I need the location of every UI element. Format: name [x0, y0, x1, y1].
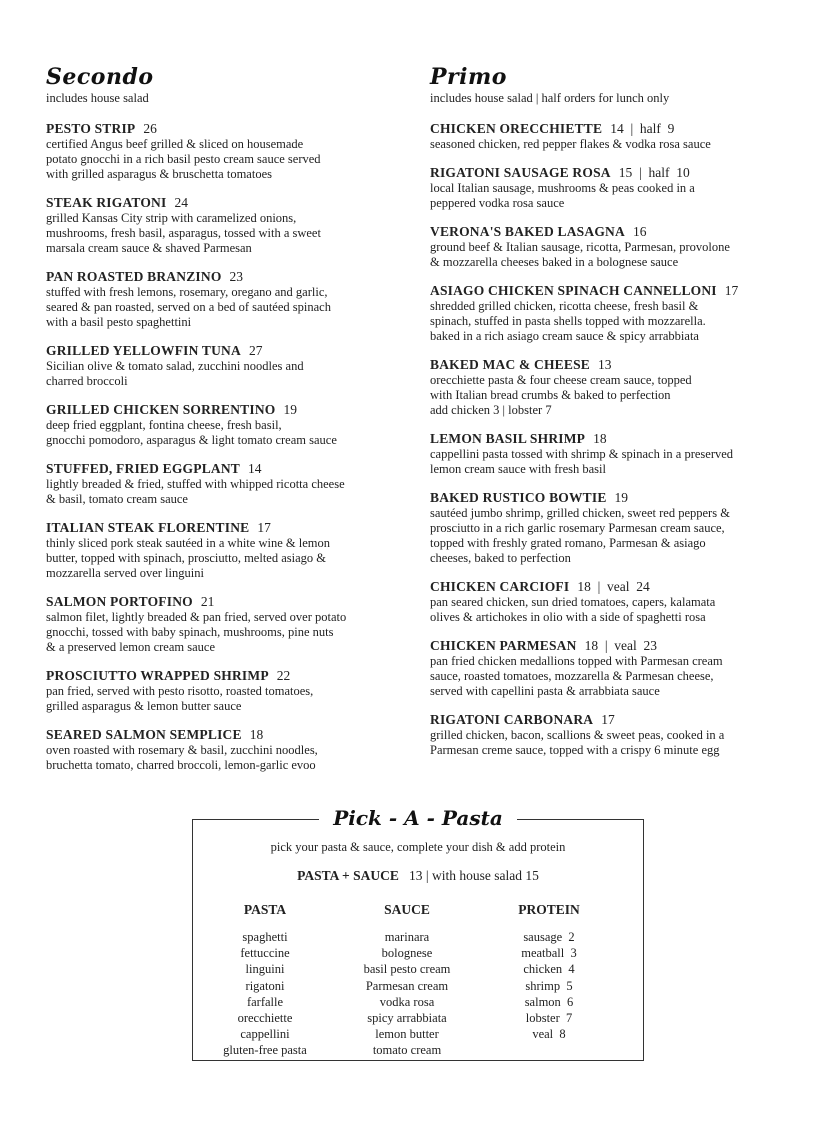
menu-item-price: 17 — [601, 712, 615, 727]
menu-item-price: 26 — [143, 121, 157, 136]
pick-a-pasta-subtitle: pick your pasta & sauce, complete your dish & add protein — [270, 840, 566, 854]
menu-item-price: 18 | veal 23 — [584, 638, 658, 653]
menu-item-header — [430, 224, 805, 240]
sauce-column — [337, 902, 477, 1059]
secondo-title: Secondo — [46, 64, 154, 90]
menu-item — [430, 224, 805, 270]
menu-item — [430, 712, 805, 758]
menu-item-header — [430, 357, 805, 373]
menu-item-header — [46, 520, 406, 536]
menu-item-description: local Italian sausage, mushrooms & peas cooked in a peppered vodka rosa sauce — [430, 181, 695, 210]
menu-item-header — [46, 668, 406, 684]
menu-item-description: shredded grilled chicken, ricotta cheese, fresh basil & spinach, stuffed in pasta shells topped with mozzarella. baked in a rich asiago cream sauce & spicy arrabbiata — [430, 299, 706, 343]
menu-item — [430, 638, 805, 699]
menu-item-description: orecchiette pasta & four cheese cream sauce, topped with Italian bread crumbs & baked to perfection add chicken 3 | lobster 7 — [430, 373, 692, 417]
secondo-items — [46, 121, 406, 773]
menu-item-price: 14 | half 9 — [610, 121, 675, 136]
pick-option: gluten-free pasta — [223, 1043, 307, 1058]
menu-item-header — [430, 165, 805, 181]
menu-item-price: 16 — [632, 224, 647, 239]
primo-items — [430, 121, 805, 758]
menu-item-description: oven roasted with rosemary & basil, zucchini noodles, bruchetta tomato, charred broccoli, lemon-garlic evoo — [46, 743, 318, 772]
pasta-sauce-price — [193, 868, 643, 884]
menu-item-description: thinly sliced pork steak sautéed in a white wine & lemon butter, topped with spinach, prosciutto, melted asiago & mozzarella served over linguini — [46, 536, 330, 580]
pick-option: spaghetti — [242, 930, 288, 944]
menu-item-header — [430, 431, 805, 447]
menu-item-description: ground beef & Italian sausage, ricotta, Parmesan, provolone & mozzarella cheeses baked in a bolognese sauce — [430, 240, 730, 269]
menu-item — [430, 165, 805, 211]
menu-item-name: ASIAGO CHICKEN SPINACH CANNELLONI — [430, 283, 717, 298]
menu-item-description: salmon filet, lightly breaded & pan fried, served over potato gnocchi, tossed with baby spinach, mushrooms, pine nuts & a preserved lemon cream sauce — [46, 610, 347, 654]
menu-item — [46, 520, 406, 581]
menu-item-name: STUFFED, FRIED EGGPLANT — [46, 461, 240, 476]
menu-item-description: pan fried, served with pesto risotto, roasted tomatoes, grilled asparagus & lemon butter sauce — [46, 684, 314, 713]
pasta-sauce-price-text: 13 | with house salad 15 — [409, 868, 539, 883]
menu-item — [46, 343, 406, 389]
protein-column-head: PROTEIN — [518, 902, 580, 917]
menu-item-name: GRILLED CHICKEN SORRENTINO — [46, 402, 276, 417]
pick-option: sausage 2 — [523, 930, 575, 944]
menu-item-header — [46, 121, 406, 137]
menu-item-header — [430, 121, 805, 137]
pick-option: fettuccine — [240, 946, 290, 961]
pick-option: salmon 6 — [524, 994, 574, 1009]
menu-item-header — [46, 727, 406, 743]
menu-item-price: 18 — [249, 727, 264, 742]
menu-item — [46, 668, 406, 714]
pasta-list — [195, 929, 335, 1059]
menu-item-header — [430, 712, 805, 728]
menu-item-header — [430, 283, 805, 299]
menu-item — [430, 579, 805, 625]
menu-item-header — [430, 579, 805, 595]
menu-item — [46, 402, 406, 448]
menu-item-description: deep fried eggplant, fontina cheese, fresh basil, gnocchi pomodoro, asparagus & light tomato cream sauce — [46, 418, 337, 447]
pick-option: tomato cream — [372, 1043, 442, 1058]
sauce-list — [337, 929, 477, 1059]
pick-option: rigatoni — [245, 978, 285, 993]
menu-item-name: CHICKEN PARMESAN — [430, 638, 577, 653]
menu-item-header — [46, 594, 406, 610]
pick-option: basil pesto cream — [363, 962, 451, 977]
menu-item-name: PAN ROASTED BRANZINO — [46, 269, 222, 284]
protein-list — [479, 929, 619, 1042]
menu-item-description: cappellini pasta tossed with shrimp & spinach in a preserved lemon cream sauce with fresh basil — [430, 447, 734, 476]
pick-option: spicy arrabbiata — [367, 1011, 447, 1026]
menu-item-description: sautéed jumbo shrimp, grilled chicken, sweet red peppers & prosciutto in a rich garlic rosemary Parmesan cream sauce, topped with freshly grated romano, Parmesan & asiago cheeses, baked to perfection — [430, 506, 730, 565]
menu-item — [46, 727, 406, 773]
menu-item-name: ITALIAN STEAK FLORENTINE — [46, 520, 250, 535]
primo-subtitle: includes house salad | half orders for lunch only — [430, 91, 670, 105]
pick-option: farfalle — [246, 994, 284, 1009]
protein-column — [479, 902, 619, 1042]
menu-item-header — [46, 402, 406, 418]
pick-option: meatball 3 — [521, 946, 577, 961]
pick-option: lemon butter — [375, 1027, 439, 1042]
menu-item-price: 24 — [174, 195, 188, 210]
menu-item — [430, 121, 805, 152]
menu-item-description: grilled Kansas City strip with caramelized onions, mushrooms, fresh basil, asparagus, tossed with a sweet marsala cream sauce & shaved Parmesan — [46, 211, 321, 255]
menu-item-name: CHICKEN ORECCHIETTE — [430, 121, 603, 136]
menu-item — [430, 431, 805, 477]
menu-item-header — [46, 195, 406, 211]
menu-item-description: certified Angus beef grilled & sliced on housemade potato gnocchi in a rich basil pesto cream sauce served with grilled asparagus & bruschetta tomatoes — [46, 137, 321, 181]
menu-item — [430, 283, 805, 344]
menu-item-description: stuffed with fresh lemons, rosemary, oregano and garlic, seared & pan roasted, served on a bed of sautéed spinach with a basil pesto spaghettini — [46, 285, 331, 329]
menu-item — [46, 195, 406, 256]
pick-a-pasta-title: Pick - A - Pasta — [319, 806, 517, 830]
menu-item-price: 15 | half 10 — [618, 165, 690, 180]
menu-item-price: 21 — [200, 594, 215, 609]
menu-item-name: PROSCIUTTO WRAPPED SHRIMP — [46, 668, 269, 683]
menu-item-header — [46, 343, 406, 359]
menu-item-description: lightly breaded & fried, stuffed with whipped ricotta cheese & basil, tomato cream sauce — [46, 477, 345, 506]
menu-item-description: pan seared chicken, sun dried tomatoes, capers, kalamata olives & artichokes in olio with a side of spaghetti rosa — [430, 595, 716, 624]
menu-item-description: grilled chicken, bacon, scallions & sweet peas, cooked in a Parmesan creme sauce, topped with a crispy 6 minute egg — [430, 728, 725, 757]
menu-item-name: SEARED SALMON SEMPLICE — [46, 727, 242, 742]
menu-item-header — [430, 638, 805, 654]
pasta-column-head: PASTA — [243, 902, 287, 917]
menu-item-price: 14 — [248, 461, 262, 476]
menu-item-name: BAKED MAC & CHEESE — [430, 357, 590, 372]
menu-item — [430, 357, 805, 418]
menu-item-header — [430, 490, 805, 506]
menu-item-name: VERONA'S BAKED LASAGNA — [430, 224, 625, 239]
menu-item — [46, 121, 406, 182]
menu-item-description: pan fried chicken medallions topped with Parmesan cream sauce, roasted tomatoes, mozzarella & Parmesan cheese, served with capellini pasta & arrabbiata sauce — [430, 654, 723, 698]
pick-option: linguini — [245, 962, 285, 977]
menu-item-description: Sicilian olive & tomato salad, zucchini noodles and charred broccoli — [46, 359, 304, 388]
menu-item — [46, 461, 406, 507]
menu-item-price: 17 — [257, 520, 271, 535]
primo-title: Primo — [430, 64, 507, 90]
menu-item-name: STEAK RIGATONI — [46, 195, 167, 210]
menu-item-name: RIGATONI CARBONARA — [430, 712, 594, 727]
menu-item-price: 23 — [229, 269, 244, 284]
menu-item-name: PESTO STRIP — [46, 121, 136, 136]
pick-a-pasta-box — [192, 806, 644, 1061]
menu-item-header — [46, 461, 406, 477]
pick-option: chicken 4 — [523, 962, 575, 977]
pasta-column — [195, 902, 335, 1059]
menu-item — [430, 490, 805, 566]
menu-item-name: LEMON BASIL SHRIMP — [430, 431, 586, 446]
pick-option: orecchiette — [237, 1011, 293, 1026]
menu-item — [46, 594, 406, 655]
menu-item-name: CHICKEN CARCIOFI — [430, 579, 570, 594]
menu-item-price: 17 — [724, 283, 739, 298]
menu-item-name: SALMON PORTOFINO — [46, 594, 193, 609]
pick-a-pasta-title-wrap — [193, 806, 643, 830]
menu-item-price: 18 — [593, 431, 607, 446]
menu-item-price: 19 — [614, 490, 629, 505]
pick-option: vodka rosa — [379, 994, 435, 1009]
secondo-section — [46, 64, 406, 786]
primo-section — [430, 64, 805, 771]
pick-option: lobster 7 — [525, 1011, 573, 1026]
menu-item-header — [46, 269, 406, 285]
pick-option: veal 8 — [532, 1027, 566, 1042]
menu-item-price: 27 — [248, 343, 263, 358]
sauce-column-head: SAUCE — [384, 902, 430, 917]
pick-option: bolognese — [381, 946, 433, 961]
menu-item-name: GRILLED YELLOWFIN TUNA — [46, 343, 241, 358]
menu-item-description: seasoned chicken, red pepper flakes & vodka rosa sauce — [430, 137, 711, 151]
pick-option: Parmesan cream — [365, 978, 449, 993]
menu-item-price: 13 — [598, 357, 612, 372]
menu-item-price: 22 — [276, 668, 291, 683]
menu-item — [46, 269, 406, 330]
pick-option: shrimp 5 — [525, 978, 573, 993]
menu-item-price: 19 — [283, 402, 297, 417]
menu-item-name: RIGATONI SAUSAGE ROSA — [430, 165, 611, 180]
pick-option: cappellini — [240, 1027, 290, 1042]
menu-item-price: 18 | veal 24 — [577, 579, 650, 594]
pasta-sauce-label: PASTA + SAUCE — [297, 868, 399, 883]
pick-option: marinara — [384, 930, 430, 944]
menu-item-name: BAKED RUSTICO BOWTIE — [430, 490, 607, 505]
secondo-subtitle: includes house salad — [46, 91, 149, 105]
